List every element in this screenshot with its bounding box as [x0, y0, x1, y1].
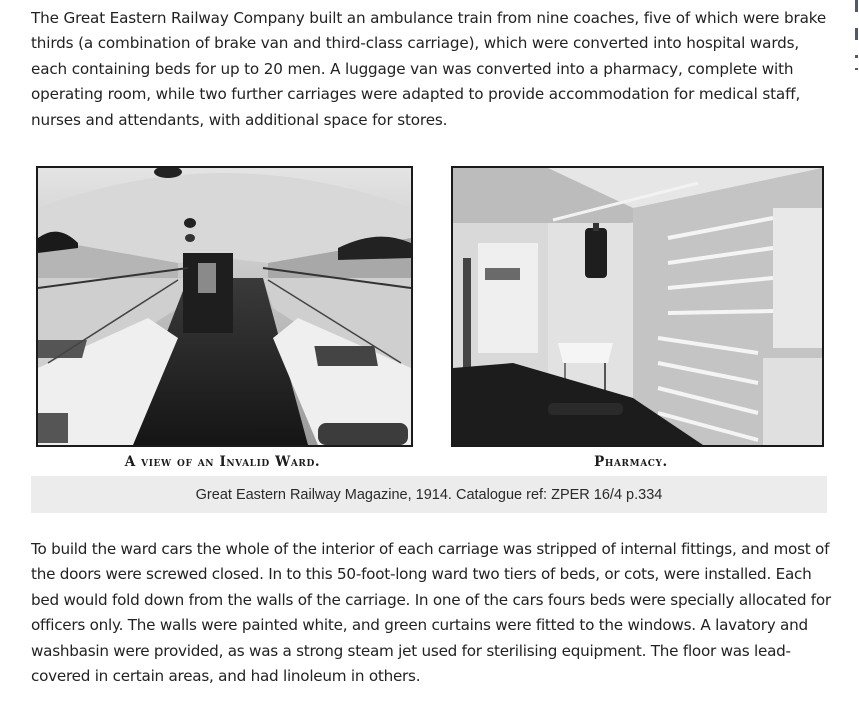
ward-cars-paragraph: To build the ward cars the whole of the interior of each carriage was stripped of internal fittings, and most of the doors were screwed closed. In to this 50-foot-long ward two tiers of beds, or cots, were installed. Each bed would fold down from the walls of the carriage. In one of the cars fours beds were specially allocated for officers only. The walls were painted white, and green curtains were fitted to the windows. A lavatory and washbasin were provided, as was a strong steam jet used for sterilising equipment. The floor was lead-covered in certain areas, and had linoleum in others. [31, 540, 831, 686]
ward-photo-image [38, 168, 411, 445]
pharmacy-photo-caption: Pharmacy. [594, 454, 668, 470]
pharmacy-photo [451, 166, 824, 447]
adjacent-column-edge [855, 0, 859, 80]
figure-credit-bar [31, 476, 827, 513]
figure-credit-text: Great Eastern Railway Magazine, 1914. Catalogue ref: ZPER 16/4 p.334 [195, 486, 663, 503]
intro-paragraph: The Great Eastern Railway Company built an ambulance train from nine coaches, five of which were brake thirds (a combination of brake van and third-class carriage), which were converted into hospital wards, each containing beds for up to 20 men. A luggage van was converted into a pharmacy, complete with operating room, while two further carriages were adapted to provide accommodation for medical staff, nurses and attendants, with additional space for stores. [31, 9, 827, 129]
invalid-ward-photo [36, 166, 413, 447]
ward-photo-caption: A view of an Invalid Ward. [124, 454, 321, 470]
pharmacy-photo-image [453, 168, 822, 445]
